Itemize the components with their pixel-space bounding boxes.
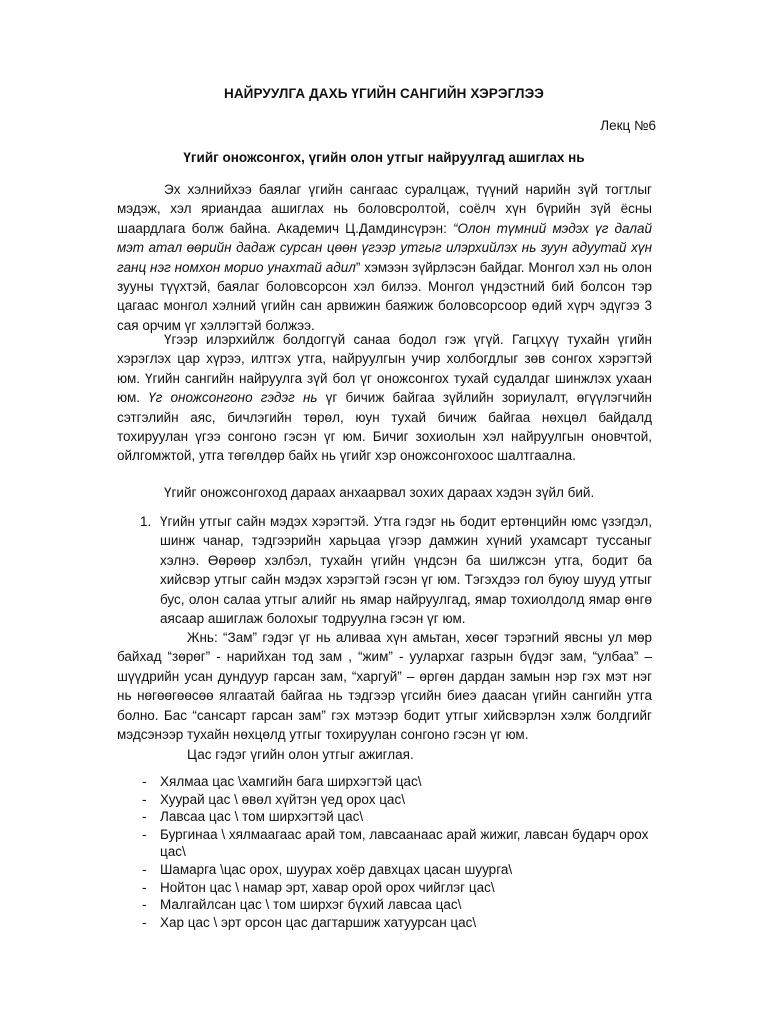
list-item [117,914,652,932]
paragraph-snow-intro: Цас гэдэг үгийн олон утгыг ажиглая. [187,747,414,762]
word-choice-definition: Үг оножсонгоно гэдэг нь [148,390,318,406]
item-number: 1. [140,514,152,529]
document-title: НАЙРУУЛГА ДАХЬ ҮГИЙН САНГИЙН ХЭРЭГЛЭЭ [223,86,545,101]
paragraph-considerations: Үгийг оножсонгоход дараах анхаарвал зохих дараах хэдэн зүйл бий. [164,485,595,500]
list-dash: - [142,826,147,842]
paragraph-example: Жнь: “Зам” гэдэг үг нь аливаа хүн амьтан, хөсөг тэрэгний явсны ул мөр байхад “зөрөг” - нарийхан тод зам , “жим” - уулархаг газрын бүдэг зам, “улбаа” – шүүдрийн усан дундуур гарсан зам, “харгуй” – өргөн дардан замын нэр гэх мэт нэг нь нөгөөгөөсөө ялгаатай байгаа нь тэдгээр үгсийн биеэ даасан үгийн сангийн утга болно. Бас “сансарт гарсан зам” гэх мэтээр бодит утгыг хийсвэрлэн хэлж болдгийг мэдсэнээр тухайн нөхцөлд утгыг тохируулан сонгоно гэсэн үг юм. [117,630,652,743]
list-item-text: Нойтон цас \ намар эрт, хавар орой орох чийглэг цас\ [160,879,495,895]
list-item [117,826,652,861]
list-dash: - [142,914,147,930]
paragraph-intro-end: ” хэмээн зүйрлэсэн байдаг. Монгол хэл нь олон зууны түүхтэй, баялаг боловсорсон хэл билээ. Монгол үндэстний бий болсон тэр цагаас монгол хэлний үгийн сан арвижин баяжиж боловсорсоор өдий хүрч эдүгээ 3 сая орчим үг хэллэгтэй болжээ. [117,259,652,333]
list-item [117,896,652,914]
list-item-text: Хялмаа цас \хамгийн бага ширхэгтэй цас\ [160,774,422,789]
paragraph-word-choice [117,330,652,466]
snow-types-list [117,773,652,931]
list-dash: - [142,897,147,913]
item-text: Үгийн утгыг сайн мэдэх хэрэгтэй. Утга гэдэг нь бодит ертөнцийн юмс үзэгдэл, шинж чанар, тэдгээрийн харьцаа үгээр дамжин хүний ухамсарт туссаныг хэлнэ. Өөрөөр хэлбэл, тухайн үгийн үндсэн ба шилжсэн утга, бодит ба хийсвэр утгыг сайн мэдэх хэрэгтэй гэсэн үг юм. Тэгэхдээ гол буюу шууд утгыг бус, олон салаа утгыг алийг нь ямар найруулгад, ямар тохиолдолд ямар өнгө аясаар ашиглаж болохыг тодруулна гэсэн үг юм. [160,514,652,627]
list-dash: - [142,861,147,877]
lecture-number: Лекц №6 [600,118,656,133]
list-dash: - [142,774,147,789]
list-item-text: Хар цас \ эрт орсон цас дагтаршиж хатуурсан цас\ [160,914,477,930]
paragraph-word-choice-end: үг бичиж байгаа зүйлийн зориулалт, өгүүлэгчийн сэтгэлийн аяс, бичлэгийн төрөл, юун тухай бичиж байгаа нөхцөл байдалд тохируулан үгээ сонгоно гэсэн үг юм. Бичиг зохиолын хэл найруулгын оновчтой, ойлгомжтой, утга төгөлдөр байх нь үгийг хэр оножсонгохоос шалтгаална. [117,390,652,464]
list-dash: - [142,879,147,895]
damdinsuren-quote: “Олон түмний мэдэх үг далай мэт атал өөрийн дадаж сурсан цөөн үгээр утгыг илэрхийлэх нь зуун адуутай хүн ганц нэг номхон морио унахтай адил [117,220,652,275]
list-item-text: Хуурай цас \ өвөл хүйтэн үед орох цас\ [160,791,405,807]
list-item [117,808,652,826]
list-item [117,861,652,879]
list-item [117,791,652,809]
list-item-text: Малгайлсан цас \ том ширхэг бүхий лавсаа цас\ [160,897,462,913]
list-dash: - [142,809,147,825]
list-item-text: Шамарга \цас орох, шуурах хоёр давхцах цасан шуурга\ [160,861,513,877]
paragraph-intro-start: Эх хэлнийхээ баялаг үгийн сангаас суралцаж, түүний нарийн зүй тогтлыг мэдэж, хэл яриандаа ашиглах нь боловсролтой, соёлч хүн бүрийн зүй ёсны шаардлага болж байна. Академич Ц.Дамдинсүрэн: [117,182,652,236]
list-item-text: Лавсаа цас \ том ширхэгтэй цас\ [160,809,364,825]
list-item [117,773,652,791]
paragraph-intro [117,180,652,335]
list-item-text: Бургинаа \ хялмаагаас арай том, лавсаанаас арай жижиг, лавсан бударч орох цас\ [160,826,649,860]
list-item [117,879,652,897]
numbered-item-1 [117,512,652,628]
paragraph-word-choice-start: Үгээр илэрхийлж болдоггүй санаа бодол гэж үгүй. Гагцхүү тухайн үгийн хэрэглэх цар хүрээ, илтгэх утга, найруулгын учир холбогдлыг зөв сонгох хэрэгтэй юм. Үгийн сангийн найруулга зүй бол үг оножсонгох тухай судалдаг шинжлэх ухаан юм. [117,332,652,406]
list-dash: - [142,791,147,807]
section-subtitle: Үгийг оножсонгох, үгийн олон утгыг найруулгад ашиглах нь [183,150,585,165]
